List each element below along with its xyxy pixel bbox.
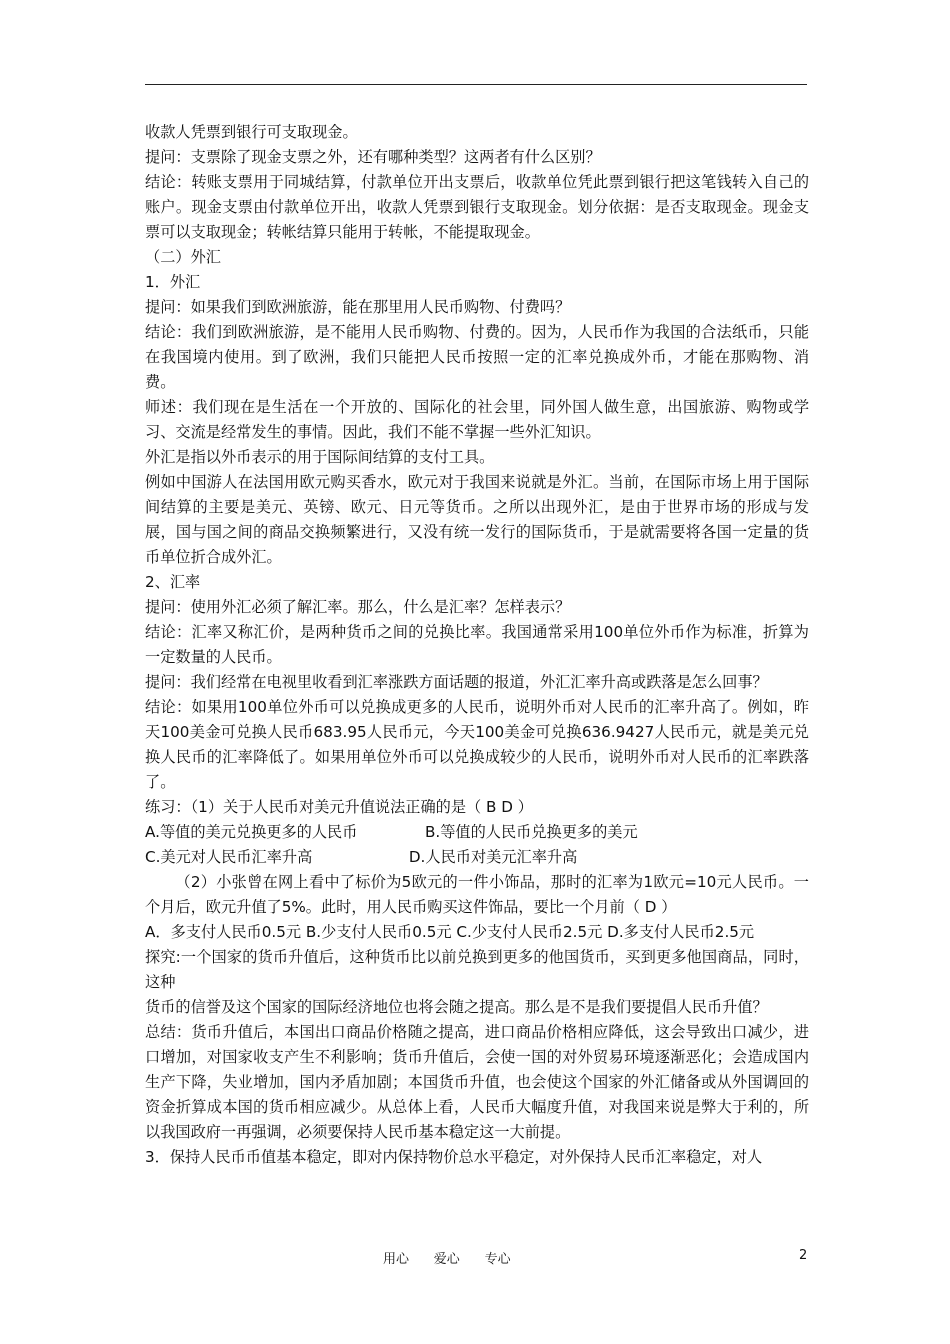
paragraph: C.美元对人民币汇率升高 D.人民币对美元汇率升高 — [145, 848, 578, 866]
paragraph: 结论：汇率又称汇价，是两种货币之间的兑换比率。我国通常采用100单位外币作为标准，折算为一定数量的人民币。 — [145, 623, 809, 666]
paragraph: 探究:一个国家的货币升值后，这种货币比以前兑换到更多的他国货币，买到更多他国商品，同时，这种 — [145, 948, 809, 991]
paragraph: 提问：使用外汇必须了解汇率。那么，什么是汇率？怎样表示？ — [145, 598, 571, 616]
paragraph: 收款人凭票到银行可支取现金。 — [145, 123, 358, 141]
page-number: 2 — [799, 1248, 808, 1263]
paragraph: 提问：我们经常在电视里收看到汇率涨跌方面话题的报道，外汇汇率升高或跌落是怎么回事？ — [145, 673, 768, 691]
footer-motto: 用心 爱心 专心 — [383, 1252, 511, 1267]
header-rule — [145, 84, 807, 85]
paragraph: 例如中国游人在法国用欧元购买香水，欧元对于我国来说就是外汇。当前，在国际市场上用于国际间结算的主要是美元、英镑、欧元、日元等货币。之所以出现外汇，是由于世界市场的形成与发展，国与国之间的商品交换频繁进行，又没有统一发行的国际货币，于是就需要将各国一定量的货币单位折合成外汇。 — [145, 473, 809, 566]
paragraph: （二）外汇 — [145, 248, 221, 266]
paragraph: 3．保持人民币币值基本稳定，即对内保持物价总水平稳定，对外保持人民币汇率稳定，对人 — [145, 1148, 763, 1166]
paragraph: 结论：转账支票用于同城结算，付款单位开出支票后，收款单位凭此票到银行把这笔钱转入自己的账户。现金支票由付款单位开出，收款人凭票到银行支取现金。划分依据：是否支取现金。现金支票可以支取现金；转帐结算只能用于转帐，不能提取现金。 — [145, 173, 809, 241]
paragraph: 结论：如果用100单位外币可以兑换成更多的人民币，说明外币对人民币的汇率升高了。例如，昨天100美金可兑换人民币683.95人民币元，今天100美金可兑换636.9427人民币元，就是美元兑换人民币的汇率降低了。如果用单位外币可以兑换成较少的人民币，说明外币对人民币的汇率跌落了。 — [145, 698, 809, 791]
paragraph: 1．外汇 — [145, 273, 201, 291]
paragraph: 提问：如果我们到欧洲旅游，能在那里用人民币购物、付费吗？ — [145, 298, 571, 316]
paragraph: A.等值的美元兑换更多的人民币 B.等值的人民币兑换更多的美元 — [145, 823, 638, 841]
paragraph: 练习：（1）关于人民币对美元升值说法正确的是（ B D ） — [145, 798, 533, 816]
document-body — [145, 120, 809, 1170]
paragraph: （2）小张曾在网上看中了标价为5欧元的一件小饰品，那时的汇率为1欧元=10元人民币。一个月后，欧元升值了5%。此时，用人民币购买这件饰品，要比一个月前（ D ） — [145, 873, 809, 916]
paragraph: 结论：我们到欧洲旅游，是不能用人民币购物、付费的。因为，人民币作为我国的合法纸币，只能在我国境内使用。到了欧洲，我们只能把人民币按照一定的汇率兑换成外币，才能在那购物、消费。 — [145, 323, 809, 391]
paragraph: 师述：我们现在是生活在一个开放的、国际化的社会里，同外国人做生意，出国旅游、购物或学习、交流是经常发生的事情。因此，我们不能不掌握一些外汇知识。 — [145, 398, 809, 441]
paragraph: A．多支付人民币0.5元 B.少支付人民币0.5元 C.少支付人民币2.5元 D.多支付人民币2.5元 — [145, 923, 755, 941]
paragraph: 货币的信誉及这个国家的国际经济地位也将会随之提高。那么是不是我们要提倡人民币升值？ — [145, 998, 768, 1016]
paragraph: 总结：货币升值后，本国出口商品价格随之提高，进口商品价格相应降低，这会导致出口减少，进口增加，对国家收支产生不利影响；货币升值后，会使一国的对外贸易环境逐渐恶化；会造成国内生产下降，失业增加，国内矛盾加剧；本国货币升值，也会使这个国家的外汇储备或从外国调回的资金折算成本国的货币相应减少。从总体上看，人民币大幅度升值，对我国来说是弊大于利的，所以我国政府一再强调，必须要保持人民币基本稳定这一大前提。 — [145, 1023, 809, 1141]
page-footer — [0, 1248, 950, 1268]
paragraph: 提问：支票除了现金支票之外，还有哪种类型？这两者有什么区别？ — [145, 148, 601, 166]
paragraph: 外汇是指以外币表示的用于国际间结算的支付工具。 — [145, 448, 495, 466]
paragraph: 2、汇率 — [145, 573, 201, 591]
